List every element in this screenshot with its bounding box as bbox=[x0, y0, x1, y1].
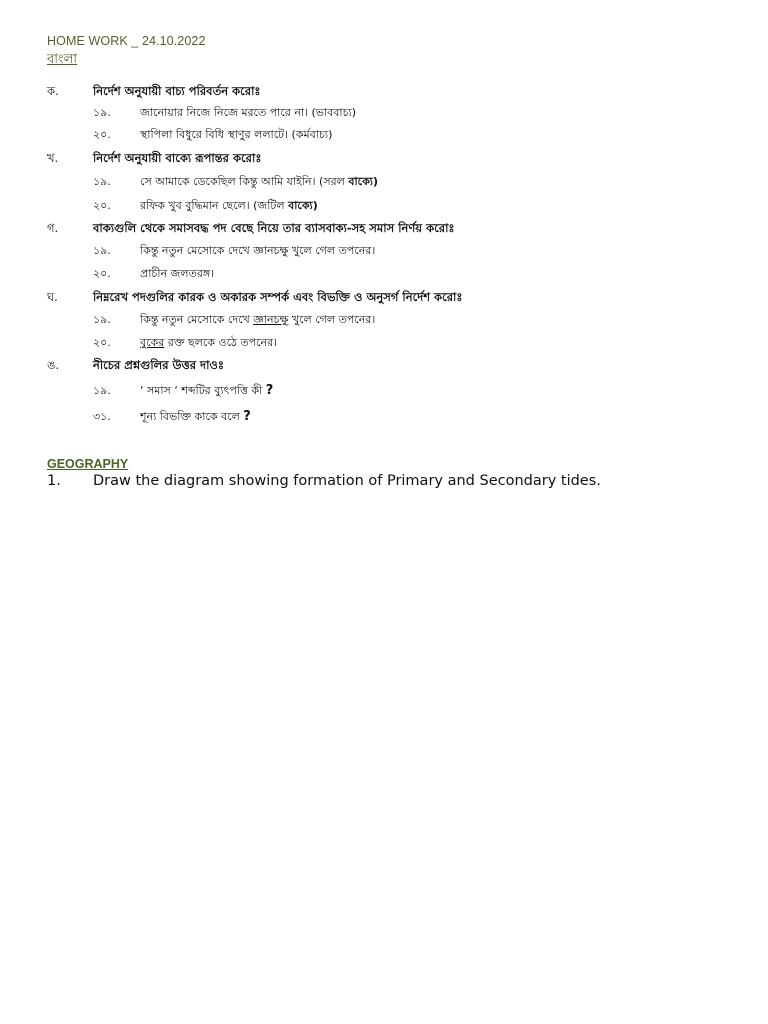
sub-item-text bbox=[140, 383, 273, 399]
sub-item-text bbox=[140, 198, 318, 214]
sub-item-number: ১৯. bbox=[93, 175, 111, 188]
sub-item-number: ১৯. bbox=[93, 384, 111, 397]
underlined-word: বুকের bbox=[140, 336, 165, 349]
sub-item-text-part: শূন্য বিভক্তি কাকে বলে bbox=[140, 410, 240, 423]
sub-item-text: জানোয়ার নিজে নিজে মরতে পারে না। (ভাববাচ্য) bbox=[140, 106, 357, 119]
sub-item-text: প্রাচীন জলতরঙ্গ। bbox=[140, 267, 215, 280]
question-text: নির্দেশ অনুযায়ী বাক্যে রূপান্তর করোঃ bbox=[93, 151, 262, 165]
sub-item-number: ২০. bbox=[93, 267, 111, 280]
sub-item-number: ১৯. bbox=[93, 244, 111, 257]
question-text: বাক্যগুলি থেকে সমাসবদ্ধ পদ বেছে নিয়ে তার ব্যাসবাক্য-সহ সমাস নির্ণয় করোঃ bbox=[93, 221, 455, 235]
sub-item-text bbox=[140, 174, 378, 190]
homework-title: HOME WORK _ 24.10.2022 bbox=[47, 34, 206, 48]
sub-item-number: ১৯. bbox=[93, 313, 111, 326]
question-mark: ? bbox=[243, 409, 251, 424]
sub-item-text bbox=[140, 409, 251, 425]
sub-item-text-part: কিন্তু নতুন মেসোকে দেখে bbox=[140, 313, 254, 326]
sub-item-text-part: ‘ সমাস ‘ শব্দটির ব্যুৎপত্তি কী bbox=[140, 384, 263, 397]
sub-item-number: ৩১. bbox=[93, 410, 111, 423]
geography-item-number: 1. bbox=[47, 473, 61, 489]
question-label: খ. bbox=[47, 151, 59, 165]
sub-item-text-part: রফিক খুব বুদ্ধিমান ছেলে। (জটিল bbox=[140, 199, 289, 212]
question-label: গ. bbox=[47, 221, 59, 235]
question-label: ঙ. bbox=[47, 358, 60, 372]
sub-item-number: ২০. bbox=[93, 128, 111, 141]
sub-item-text-part: রক্ত ছলকে ওঠে তপনের। bbox=[164, 336, 278, 349]
sub-item-text bbox=[140, 312, 375, 328]
question-mark: ? bbox=[265, 383, 274, 398]
sub-item-text-part: বাক্যে) bbox=[348, 175, 379, 188]
underlined-word: জ্ঞানচক্ষু bbox=[253, 313, 289, 326]
sub-item-text bbox=[140, 335, 277, 351]
sub-item-number: ২০. bbox=[93, 336, 111, 349]
sub-item-text-part: খুলে গেল তপনের। bbox=[288, 313, 376, 326]
sub-item-text: স্থাপিলা বিধুরে বিধি স্থাণুর ললাটে। (কর্মবাচ্য) bbox=[140, 128, 333, 141]
sub-item-number: ২০. bbox=[93, 199, 111, 212]
subject-heading: বাংলা bbox=[47, 52, 78, 67]
question-label: ঘ. bbox=[47, 290, 58, 304]
sub-item-text-part: সে আমাকে ডেকেছিল কিন্তু আমি যাইনি। (সরল bbox=[140, 175, 349, 188]
sub-item-number: ১৯. bbox=[93, 106, 111, 119]
sub-item-text-part: বাক্যে) bbox=[288, 199, 318, 212]
question-text: নীচের প্রশ্নগুলির উত্তর দাওঃ bbox=[93, 358, 225, 372]
geography-heading: GEOGRAPHY bbox=[47, 457, 129, 471]
question-text: নিম্নরেখ পদগুলির কারক ও অকারক সম্পর্ক এবং বিভক্তি ও অনুসর্গ নির্দেশ করোঃ bbox=[93, 290, 463, 304]
sub-item-text: কিন্তু নতুন মেসোকে দেখে জ্ঞানচক্ষু খুলে গেল তপনের। bbox=[140, 244, 376, 257]
geography-item-text: Draw the diagram showing formation of Primary and Secondary tides. bbox=[93, 473, 601, 489]
question-label: ক. bbox=[47, 84, 59, 98]
question-text: নির্দেশ অনুযায়ী বাচ্য পরিবর্তন করোঃ bbox=[93, 84, 261, 98]
